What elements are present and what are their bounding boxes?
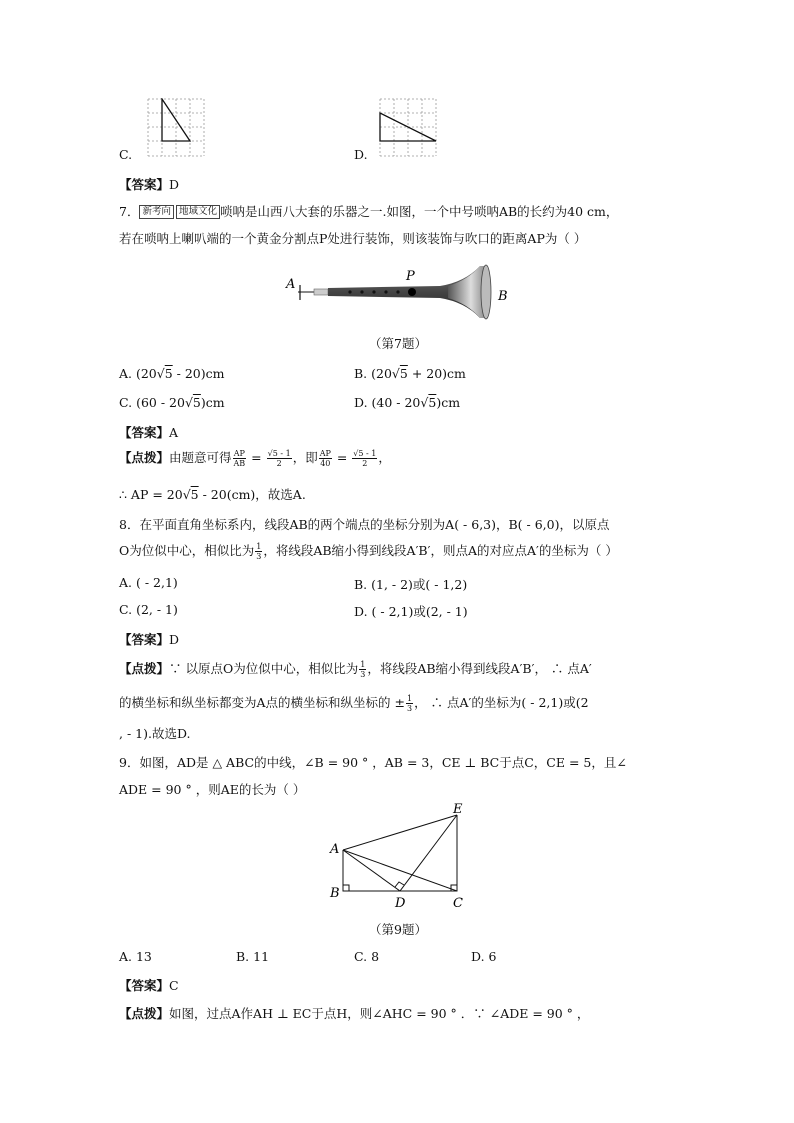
- q9-option-d: D. 6: [471, 949, 497, 964]
- q7-option-b: B. (20√5 + 20)cm: [354, 366, 466, 381]
- q8-option-c: C. (2, - 1): [119, 602, 178, 617]
- q9-answer: 【答案】C: [119, 978, 179, 993]
- q7-caption: （第7题）: [369, 336, 427, 351]
- point-p-label: P: [406, 269, 415, 284]
- q8-option-a: A. ( - 2,1): [119, 575, 178, 590]
- point-e-label: E: [453, 802, 463, 817]
- q7-hint-line1: 【点拨】由题意可得 $\frac{AP}{AB}$ = $\frac{√5 - 1}{2}$ ，即 $\frac{AP}{40}$ = $\frac{√5 - 1}{2}$ ，: [119, 449, 391, 468]
- triangle-figure: [326, 800, 476, 912]
- q9-option-c: C. 8: [354, 949, 380, 964]
- new-direction-tag: 新考向: [139, 205, 174, 219]
- option-d-label: D.: [354, 147, 368, 162]
- q9-option-a: A. 13: [119, 949, 152, 964]
- option-c-label: C.: [119, 147, 133, 162]
- q9-hint-line1: 【点拨】如图，过点A作AH ⊥ EC于点H，则∠AHC = 90 ° ．∵ ∠ADE = 90 ° ，: [119, 1006, 590, 1021]
- q9-question-line2: ADE = 90 ° ，则AE的长为（ ）: [119, 782, 306, 797]
- grid-figure-c: [147, 98, 207, 158]
- q7-option-d: D. (40 - 20√5)cm: [354, 395, 461, 410]
- q7-hint-line2: ∴ AP = 20√5 - 20(cm)，故选A.: [119, 487, 306, 502]
- q9-option-b: B. 11: [236, 949, 270, 964]
- q8-option-d: D. ( - 2,1)或(2, - 1): [354, 604, 468, 619]
- q8-hint-line1: 【点拨】∵ 以原点O为位似中心，相似比为 $\frac{1}{3}$ ，将线段AB缩小得到线段A′B′， ∴ 点A′: [119, 660, 592, 679]
- q8-answer: 【答案】D: [119, 632, 180, 647]
- suona-figure: [280, 258, 520, 326]
- q7-question-line2: 若在唢呐上喇叭端的一个黄金分割点P处进行装饰，则该装饰与吹口的距离AP为（ ）: [119, 231, 587, 246]
- point-d-label: D: [395, 896, 406, 911]
- point-c-label: C: [453, 896, 463, 911]
- q8-question-line2: O为位似中心，相似比为 $\frac{1}{3}$ ，将线段AB缩小得到线段A′B′，则点A的对应点A′的坐标为（ ）: [119, 542, 618, 561]
- q9-question-line1: 9．如图，AD是 △ ABC的中线，∠B = 90 ° ，AB = 3，CE ⊥ BC于点C，CE = 5，且∠: [119, 755, 627, 770]
- q7-option-c: C. (60 - 20√5)cm: [119, 395, 225, 410]
- q7-answer: 【答案】A: [119, 425, 179, 440]
- q8-hint-line3: , - 1).故选D.: [119, 726, 191, 741]
- q8-option-b: B. (1, - 2)或( - 1,2): [354, 577, 468, 592]
- q6-answer: 【答案】D: [119, 177, 180, 192]
- point-a-label: A: [330, 842, 340, 857]
- point-a-label: A: [286, 277, 296, 292]
- q7-option-a: A. (20√5 - 20)cm: [119, 366, 225, 381]
- point-b-label: B: [498, 289, 508, 304]
- q8-question-line1: 8．在平面直角坐标系内，线段AB的两个端点的坐标分别为A( - 6,3)，B( - 6,0)，以原点: [119, 517, 610, 532]
- q9-caption: （第9题）: [369, 922, 427, 937]
- grid-figure-d: [379, 98, 439, 158]
- q8-hint-line2: 的横坐标和纵坐标都变为A点的横坐标和纵坐标的 ± $\frac{1}{3}$ ， ∴ 点A′的坐标为( - 2,1)或(2: [119, 694, 589, 713]
- point-b-label: B: [330, 886, 340, 901]
- q7-question-line1: 7． 新考向 地域文化 唢呐是山西八大套的乐器之一.如图，一个中号唢呐AB的长约为40 cm，: [119, 204, 619, 219]
- topic-tag: 地域文化: [176, 205, 220, 219]
